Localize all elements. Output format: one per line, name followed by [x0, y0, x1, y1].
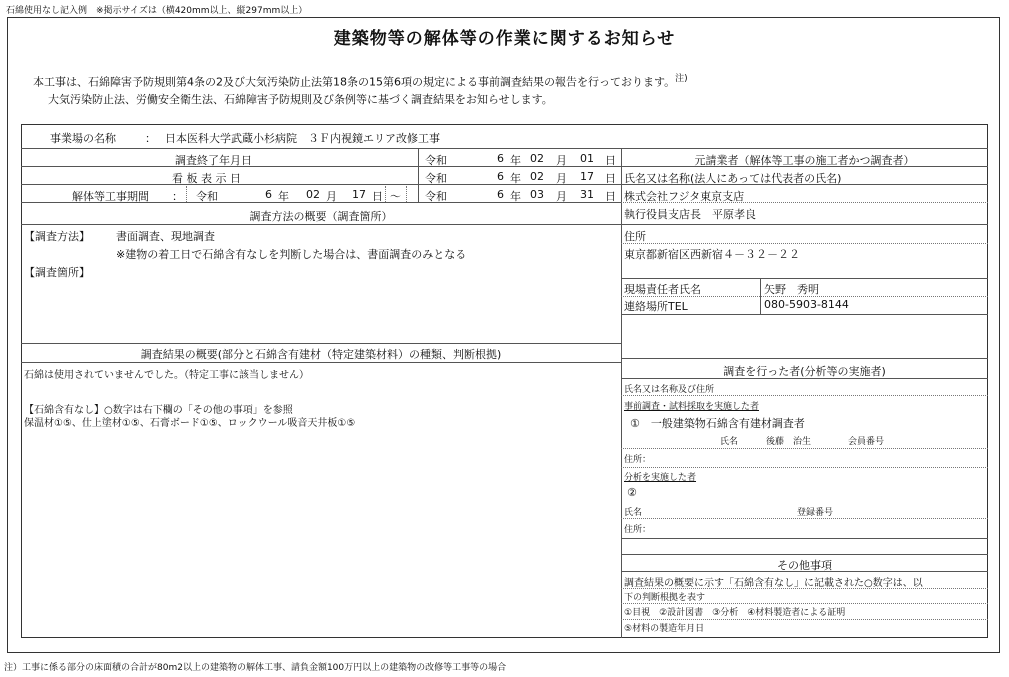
dotted-divider: [186, 186, 187, 202]
month-unit: 月: [556, 190, 567, 203]
location-label: 【調査箇所】: [24, 266, 90, 279]
work-period-separator: ：: [172, 190, 183, 203]
divider: [21, 184, 621, 185]
contractor-header: 元請業者（解体等工事の施工者かつ調査者）: [694, 154, 915, 167]
divider: [21, 362, 621, 363]
divider: [21, 343, 621, 344]
pre-survey-label: 事前調査・試料採取を実施した者: [624, 402, 760, 412]
divider: [21, 224, 621, 225]
survey-end-era: 令和: [425, 154, 447, 167]
contact-tel-label: 連絡場所TEL: [624, 300, 688, 313]
surveyor-address-2-label: 住所：: [624, 525, 652, 535]
sign-display-month: 02: [530, 170, 544, 183]
year-unit: 年: [510, 154, 521, 167]
site-separator: ：: [145, 132, 156, 145]
work-end-era: 令和: [425, 190, 447, 203]
surveyor-item-2: ②: [627, 486, 637, 499]
site-value: 日本医科大学武蔵小杉病院 ３Ｆ内視鏡エリア改修工事: [165, 132, 440, 145]
registration-number-label: 登録番号: [797, 508, 834, 518]
contact-tel-value: 080-5903-8144: [764, 298, 849, 311]
header-note: 石綿使用なし記入例 ※掲示サイズは（横420mm以上、縦297mm以上）: [6, 6, 308, 16]
sign-display-era: 令和: [425, 172, 447, 185]
results-header: 調査結果の概要(部分と石綿含有建材（特定建築材料）の種類、判断根拠): [140, 348, 502, 361]
dotted-divider: [621, 202, 988, 203]
sign-display-label: 看 板 表 示 日: [172, 172, 241, 185]
surveyor-item-1: ① 一般建築物石綿含有建材調査者: [630, 417, 805, 430]
contractor-name-label: 氏名又は名称(法人にあっては代表者の氏名): [624, 172, 842, 185]
dotted-divider: [621, 243, 988, 244]
day-unit: 日: [605, 154, 616, 167]
work-start-era: 令和: [196, 190, 218, 203]
month-unit: 月: [556, 172, 567, 185]
day-unit: 日: [372, 190, 383, 203]
other-line-2: 下の判断根拠を表す: [624, 593, 706, 603]
divider: [621, 166, 988, 167]
work-end-month: 03: [530, 188, 544, 201]
year-unit: 年: [510, 172, 521, 185]
date-divider: [418, 148, 419, 202]
site-manager-value: 矢野 秀明: [764, 283, 819, 296]
other-header: その他事項: [777, 559, 832, 572]
dotted-divider: [621, 395, 988, 396]
surveyor-name-2-label: 氏名: [624, 508, 643, 518]
page-title: 建築物等の解体等の作業に関するお知らせ: [333, 29, 676, 49]
contractor-address: 東京都新宿区西新宿４－３２－２２: [624, 248, 800, 261]
contractor-address-label: 住所: [624, 230, 646, 243]
other-line-4: ⑤材料の製造年月日: [624, 624, 705, 634]
divider: [760, 278, 761, 314]
divider: [21, 166, 621, 167]
year-unit: 年: [278, 190, 289, 203]
surveyor-item-1-name-label: 氏名: [720, 437, 739, 447]
dotted-divider: [621, 467, 988, 468]
method-label: 【調査方法】: [24, 230, 90, 243]
work-period-label: 解体等工事期間: [72, 190, 149, 203]
surveyor-item-1-name: 後藤 治生: [766, 437, 812, 447]
surveyor-header: 調査を行った者(分析等の実施者): [723, 365, 886, 378]
intro-line-2: 大気汚染防止法、労働安全衛生法、石綿障害予防規則及び条例等に基づく調査結果をお知らせします。: [48, 93, 553, 106]
day-unit: 日: [605, 172, 616, 185]
results-line-3: 保温材①⑤、仕上塗材①⑤、石膏ボード①⑤、ロックウール吸音天井板①⑤: [24, 418, 356, 429]
sign-display-day: 17: [580, 170, 594, 183]
contractor-representative: 執行役員支店長 平原孝良: [624, 208, 756, 221]
divider: [621, 554, 988, 555]
divider: [621, 224, 988, 225]
dotted-divider: [621, 619, 988, 620]
work-start-month: 02: [306, 188, 320, 201]
sign-display-year: 6: [497, 170, 504, 183]
work-start-year: 6: [265, 188, 272, 201]
divider: [621, 314, 988, 315]
dotted-divider: [621, 603, 988, 604]
dotted-divider: [621, 296, 988, 297]
divider: [621, 378, 988, 379]
dotted-divider: [621, 588, 988, 589]
footnote: 注）工事に係る部分の床面積の合計が80m2以上の建築物の解体工事、請負金額100万円以上の建築物の改修等工事等の場合: [4, 663, 507, 673]
intro-note-mark: 注): [675, 74, 688, 84]
surveyor-name-label: 氏名又は名称及び住所: [624, 385, 715, 395]
month-unit: 月: [326, 190, 337, 203]
analysis-label: 分析を実施した者: [624, 473, 697, 483]
work-start-day: 17: [352, 188, 366, 201]
results-line-1: 石綿は使用されていませんでした。（特定工事に該当しません）: [24, 370, 309, 381]
divider: [621, 571, 988, 572]
site-manager-label: 現場責任者氏名: [624, 283, 701, 296]
method-note: ※建物の着工日で石綿含有なしを判断した場合は、書面調査のみとなる: [116, 248, 467, 261]
divider: [621, 184, 988, 185]
dotted-divider: [385, 186, 386, 202]
surveyor-address-1-label: 住所：: [624, 455, 652, 465]
other-line-3: ①目視 ②設計図書 ③分析 ④材料製造者による証明: [624, 608, 846, 618]
divider: [21, 148, 988, 149]
day-unit: 日: [605, 190, 616, 203]
divider: [21, 202, 621, 203]
dotted-divider: [621, 518, 988, 519]
year-unit: 年: [510, 190, 521, 203]
intro-line-1: [33, 71, 688, 90]
dotted-divider: [621, 448, 988, 449]
dotted-divider: [406, 186, 407, 202]
intro-line-1-text: 本工事は、石綿障害予防規則第4条の2及び大気汚染防止法第18条の15第6項の規定による事前調査結果の報告を行っております。: [33, 75, 676, 89]
work-end-year: 6: [497, 188, 504, 201]
survey-end-label: 調査終了年月日: [175, 154, 252, 167]
month-unit: 月: [556, 154, 567, 167]
surveyor-item-1-member-label: 会員番号: [848, 437, 885, 447]
work-end-day: 31: [580, 188, 594, 201]
contractor-company: 株式会社フジタ東京支店: [624, 190, 745, 203]
other-line-1: 調査結果の概要に示す「石綿含有なし」に記載された○数字は、以: [624, 578, 923, 589]
method-value: 書面調査、現地調査: [116, 230, 215, 243]
survey-method-header: 調査方法の概要（調査箇所）: [249, 210, 393, 223]
survey-end-day: 01: [580, 152, 594, 165]
divider: [621, 278, 988, 279]
work-period-tilde: ～: [390, 190, 401, 203]
site-label: 事業場の名称: [50, 132, 116, 145]
survey-end-year: 6: [497, 152, 504, 165]
results-line-2: 【石綿含有なし】○数字は右下欄の「その他の事項」を参照: [24, 405, 293, 416]
survey-end-month: 02: [530, 152, 544, 165]
divider: [621, 538, 988, 539]
divider: [621, 358, 988, 359]
